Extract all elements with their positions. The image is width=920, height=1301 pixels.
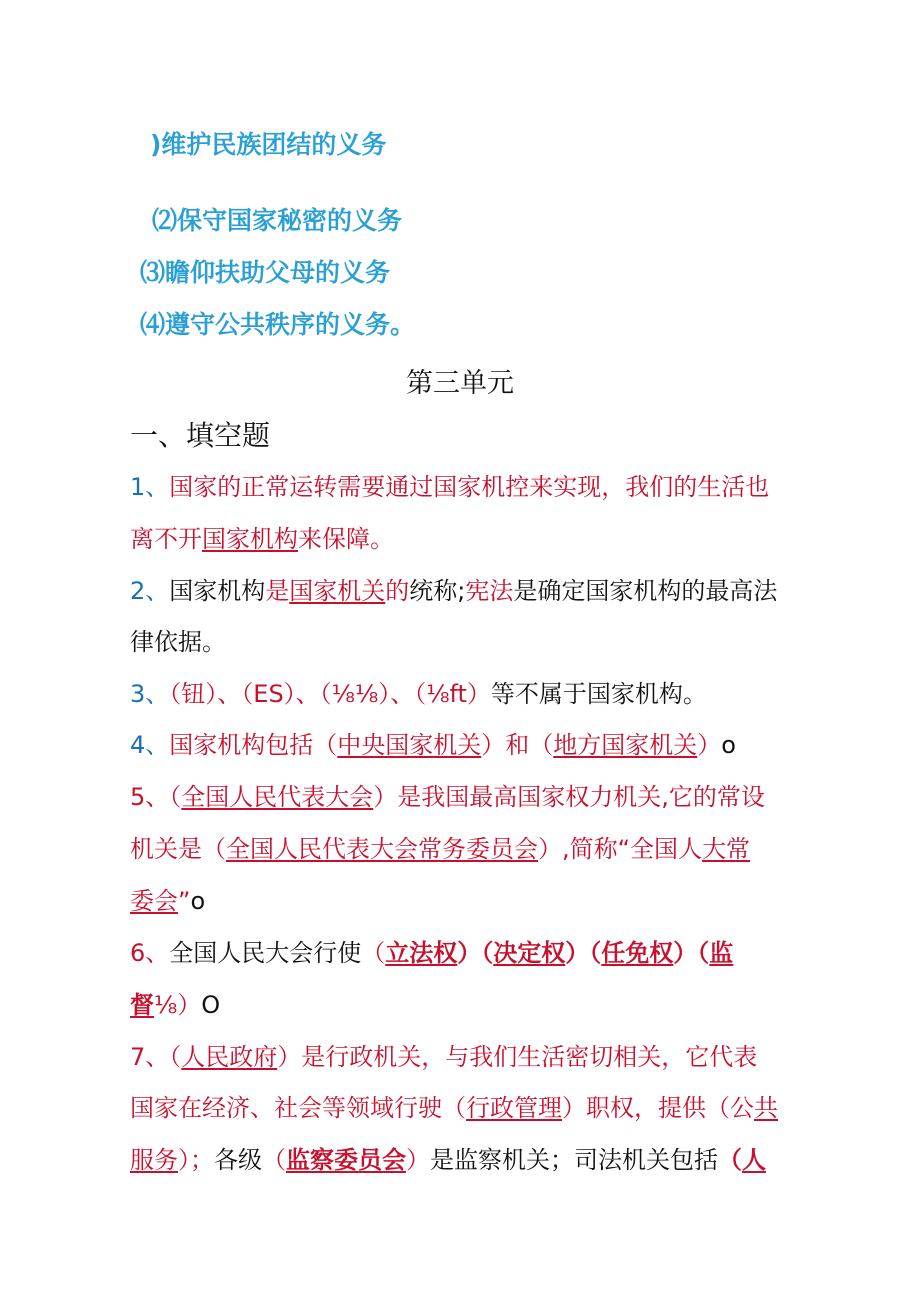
duty-item-2: ⑵保守国家秘密的义务: [152, 206, 403, 235]
question-text: 来保障。: [298, 525, 394, 553]
question-text: o: [190, 887, 206, 915]
question-number: 4、: [130, 731, 170, 759]
question-text: 统称;: [409, 577, 466, 605]
question-text: 离不开: [130, 525, 202, 553]
question-text: o: [721, 731, 736, 759]
question-6-line-2: [130, 985, 220, 1020]
answer-blank: 大常: [702, 835, 751, 863]
answer-blank: 共: [754, 1094, 778, 1122]
answer-blank: 国家机关: [289, 577, 386, 605]
question-text: 等不属于国家机构。: [490, 680, 707, 708]
question-7-line-2: [130, 1088, 778, 1123]
answer-blank: 国家机构: [202, 525, 298, 553]
question-text: ）: [697, 731, 722, 759]
question-text: 机关是（: [130, 835, 226, 863]
answer-blank: 委会: [130, 887, 178, 915]
answer-blank: 中央国家机关: [337, 731, 482, 759]
question-1-line-2: [130, 519, 394, 554]
question-text: ）；: [178, 1146, 214, 1174]
question-text: O: [201, 991, 221, 1019]
question-number: 5、: [130, 783, 170, 811]
answer-blank: 监察委员会: [286, 1146, 406, 1174]
question-text: 是确定国家机构的最高法: [513, 577, 778, 605]
question-text: 国家机构包括（: [169, 731, 338, 759]
answer-list: （钮）、（ES）、（⅛⅛）、（⅛ft）: [169, 680, 491, 708]
answer-blank: 宪法: [465, 577, 514, 605]
question-text: （: [169, 1043, 182, 1071]
question-number: 7、: [130, 1043, 170, 1071]
question-2-line-1: [130, 571, 777, 606]
question-7-line-3: [130, 1140, 766, 1175]
question-text: 是: [265, 577, 290, 605]
question-text: （: [169, 783, 182, 811]
answer-blank: 人民政府: [181, 1043, 278, 1071]
duty-item-4: ⑷遵守公共秩序的义务。: [140, 310, 416, 339]
question-text: （: [718, 1146, 742, 1174]
answer-blank: 行政管理: [466, 1094, 562, 1122]
question-3: [130, 674, 707, 709]
answer-blank: 任免权: [601, 939, 674, 967]
question-5-line-2: [130, 829, 750, 864]
question-text: （: [262, 1146, 286, 1174]
question-text: （: [361, 939, 386, 967]
question-text: 国家在经济、社会等领域行驶（: [130, 1094, 466, 1122]
question-number: 3、: [130, 680, 170, 708]
answer-blank: 全国人民代表大会常务委员会: [226, 835, 538, 863]
question-1-line-1: [130, 467, 769, 502]
question-6-line-1: [130, 933, 733, 968]
question-text: 各级: [214, 1146, 262, 1174]
question-text: ）是我国最高国家权力机关,它的常设: [373, 783, 765, 811]
answer-blank: 监: [709, 939, 734, 967]
question-5-line-3: [130, 881, 205, 916]
question-number: 1、: [130, 473, 170, 501]
question-4: [130, 725, 736, 760]
question-text: ）职权，提供（公: [562, 1094, 754, 1122]
question-number: 6、: [130, 939, 170, 967]
question-2-line-2: 律依据。: [130, 628, 226, 656]
answer-blank: 地方国家机关: [553, 731, 698, 759]
answer-blank: 决定权: [493, 939, 566, 967]
question-7-line-1: [130, 1037, 757, 1072]
answer-blank: 立法权: [385, 939, 458, 967]
question-text: 全国人民大会行使: [169, 939, 362, 967]
question-text: ）: [406, 1146, 430, 1174]
question-text: 国家机构: [169, 577, 266, 605]
answer-blank: 督: [130, 991, 154, 1019]
question-text: ）（: [565, 939, 602, 967]
question-number: 2、: [130, 577, 170, 605]
duty-item-1: )维护民族团结的义务: [150, 130, 387, 159]
question-text: ）,简称“全国人: [538, 835, 703, 863]
section-heading: 一、填空题: [130, 419, 271, 452]
question-text: 国家的正常运转需要通过国家机控来实现，我们的生活也: [169, 473, 770, 501]
question-5-line-1: [130, 777, 765, 812]
question-text: 的: [385, 577, 410, 605]
answer-blank: 服务: [130, 1146, 178, 1174]
question-text: ）（: [673, 939, 710, 967]
answer-blank: 人: [742, 1146, 766, 1174]
unit-title: 第三单元: [406, 368, 514, 399]
question-text: ⅛）: [154, 991, 202, 1019]
question-text: ）（: [457, 939, 494, 967]
question-text: 是监察机关；司法机关包括: [430, 1146, 718, 1174]
question-text: ）是行政机关，与我们生活密切相关，它代表: [277, 1043, 758, 1071]
duty-item-3: ⑶瞻仰扶助父母的义务: [140, 258, 391, 287]
question-text: ）和（: [481, 731, 554, 759]
question-text: ”: [178, 887, 191, 915]
answer-blank: 全国人民代表大会: [181, 783, 374, 811]
